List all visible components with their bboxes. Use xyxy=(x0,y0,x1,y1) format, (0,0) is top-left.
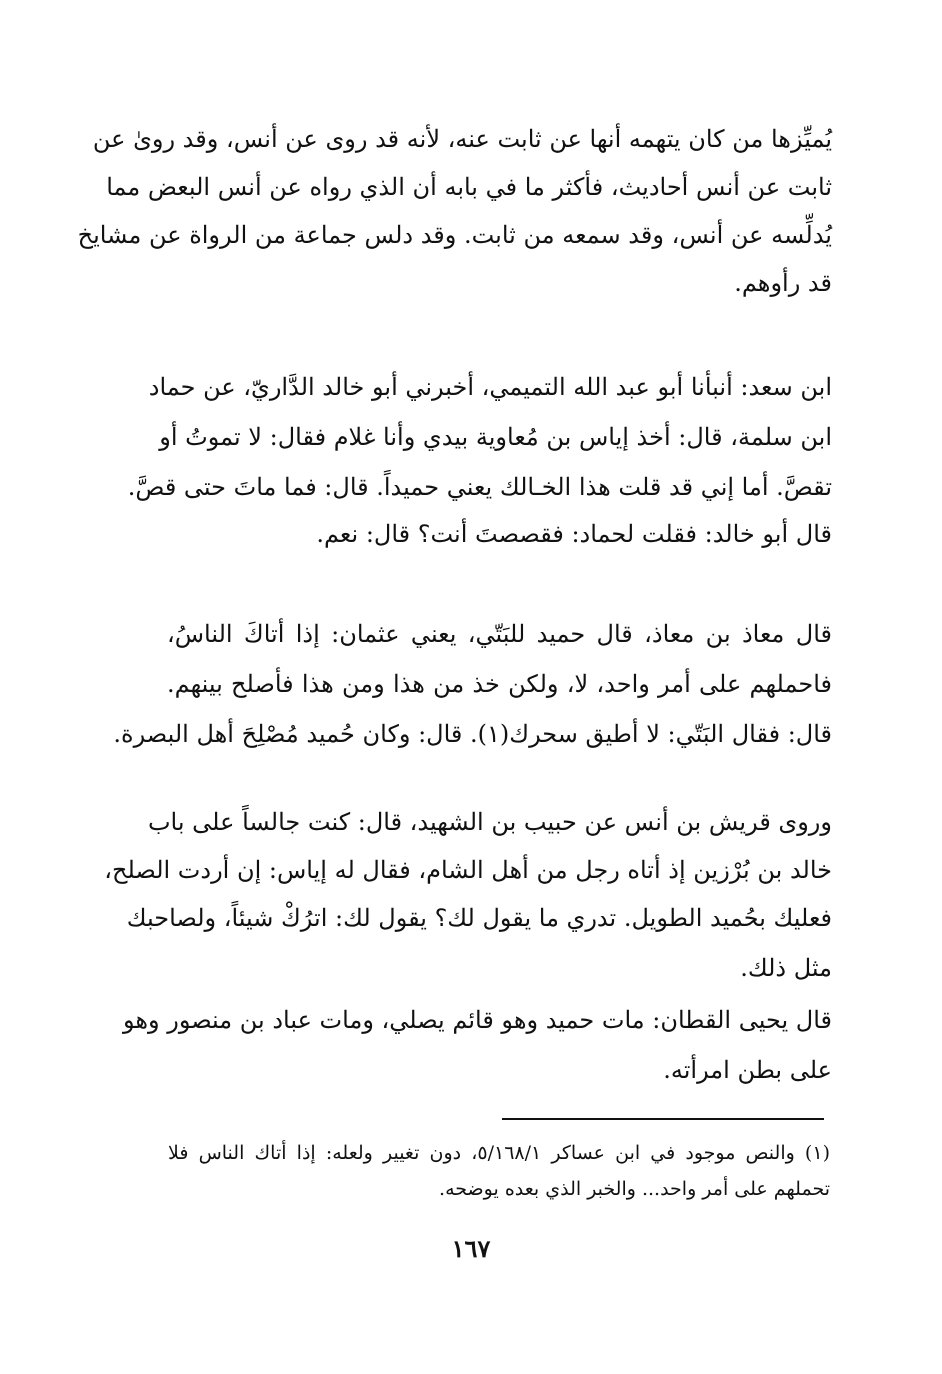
text-line: يُميِّزها من كان يتهمه أنها عن ثابت عنه، لأنه قد روى عن أنس، وقد روىٰ عن xyxy=(92,125,832,153)
text-line: وروى قريش بن أنس عن حبيب بن الشهيد، قال: كنت جالساً على باب xyxy=(147,808,832,836)
text-line: ابن سعد: أنبأنا أبو عبد الله التميمي، أخبرني أبو خالد الدَّاريّ، عن حماد xyxy=(148,373,832,401)
text-line: مثل ذلك. xyxy=(740,954,832,982)
text-line: تقصَّ. أما إني قد قلت هذا الخـالك يعني حميداً. قال: فما ماتَ حتى قصَّ. xyxy=(127,473,832,501)
text-line: على بطن امرأته. xyxy=(663,1056,832,1084)
text-line: قد رأوهم. xyxy=(734,269,832,297)
text-line: ثابت عن أنس أحاديث، فأكثر ما في بابه أن الذي رواه عن أنس البعض مما xyxy=(106,173,832,201)
text-line: قال أبو خالد: فقلت لحماد: فقصصتَ أنت؟ قال: نعم. xyxy=(316,520,832,548)
footnote-line: تحملهم على أمر واحد... والخبر الذي بعده يوضحه. xyxy=(439,1178,830,1200)
text-line: قال يحيى القطان: مات حميد وهو قائم يصلي، ومات عباد بن منصور وهو xyxy=(122,1006,832,1034)
text-line: فاحملهم على أمر واحد، لا، ولكن خذ من هذا ومن هذا فأصلح بينهم. xyxy=(167,670,832,698)
text-line: يُدلِّسه عن أنس، وقد سمعه من ثابت. وقد دلس جماعة من الرواة عن مشايخ xyxy=(77,221,832,249)
text-line: خالد بن بُرْزين إذ أتاه رجل من أهل الشام، فقال له إياس: إن أردت الصلح، xyxy=(104,856,832,884)
page-number: ١٦٧ xyxy=(451,1234,491,1263)
text-line: فعليك بحُميد الطويل. تدري ما يقول لك؟ يقول لك: اترُكْ شيئاً، ولصاحبك xyxy=(126,904,832,932)
footnote-line: (١) والنص موجود في ابن عساكر ٥/١٦٨/١، دون تغيير ولعله: إذا أتاك الناس فلا xyxy=(168,1142,830,1164)
text-line: قال معاذ بن معاذ، قال حميد للبَتّي، يعني عثمان: إذا أتاكَ الناسُ، xyxy=(167,620,832,648)
text-line: قال: فقال البَتّي: لا أطيق سحرك(١). قال: وكان حُميد مُصْلِحَ أهل البصرة. xyxy=(113,720,832,748)
footnote-separator xyxy=(502,1118,824,1120)
text-line: ابن سلمة، قال: أخذ إياس بن مُعاوية بيدي وأنا غلام فقال: لا تموتُ أو xyxy=(159,423,832,451)
